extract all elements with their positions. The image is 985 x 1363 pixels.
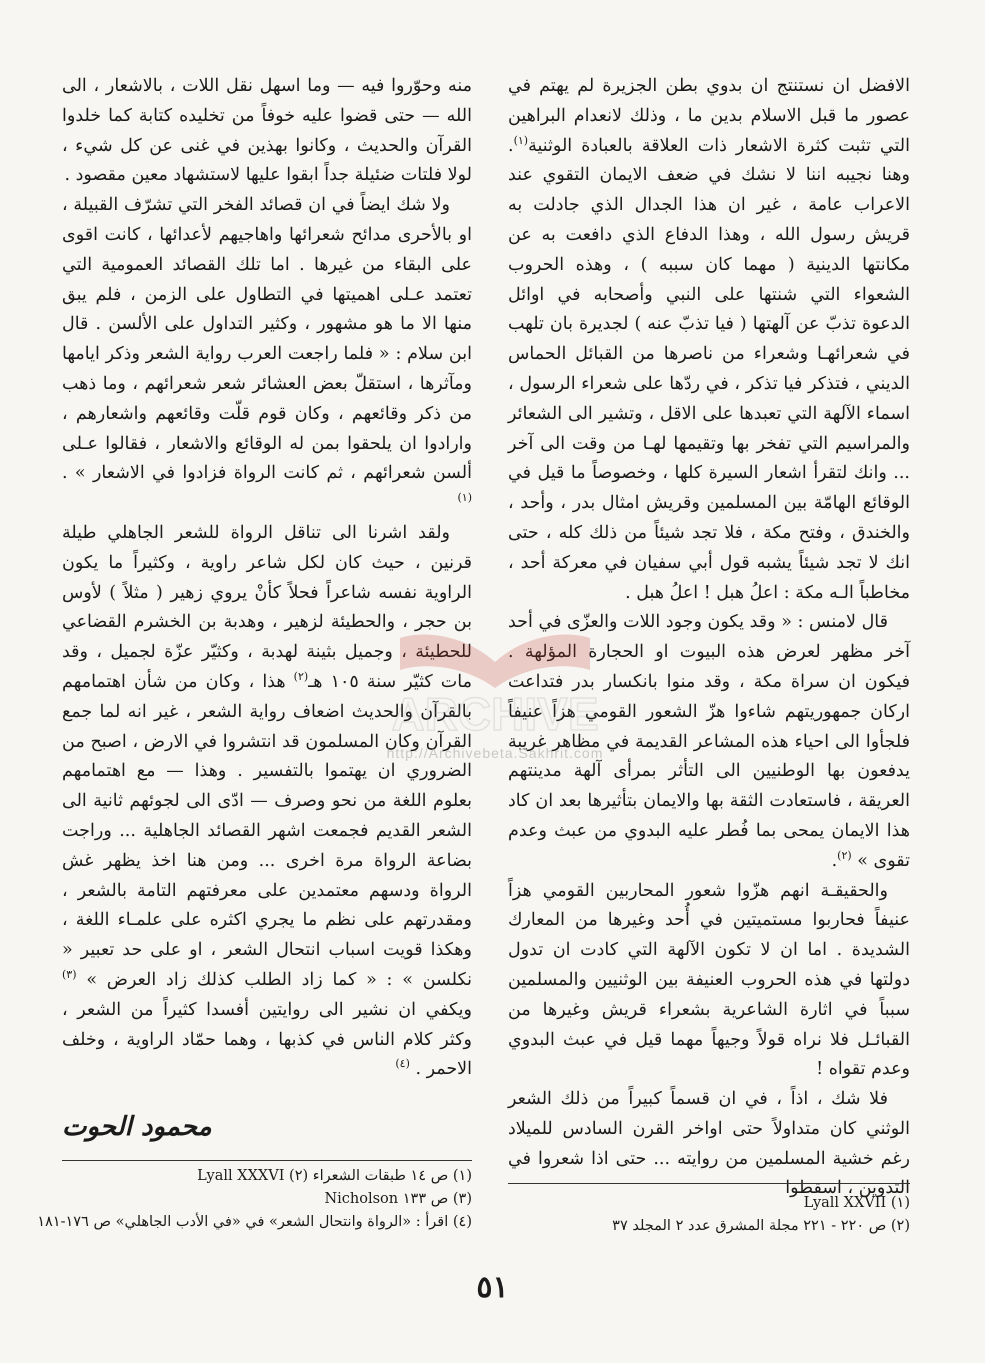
footnote: (٤) اقرأ : «الرواة وانتحال الشعر» في «في الأدب الجاهلي» ص ١٧٦-١٨١ [37,1214,472,1230]
watermark-url: http://Archivebeta.Sakhrit.com [386,745,604,761]
paragraph: الافضل ان نستنتج ان بدوي بطن الجزيرة لم يهتم في عصور ما قبل الاسلام بدين ما ، وذلك لانعدام البراهين التي تثبت كثرة الاشعار ذات العلاقة بالعبادة الوثنية$^{(١)}$. وهنا نجيبه اننا لا نشك في ضعف الايمان التقوي عند الاعراب عامة ، غير ان هذا الجدال الذي جادلت به قريش رسول الله ، وهذا الدفاع الذي دافعت به عن مكانتها الدينية ( مهما كان سببه ) ، وهذه الحروب الشعواء التي شنتها على النبي وأصحابه في اوائل الدعوة تذبّ عن آلهتها ( فيا تذبّ عنه ) لجديرة بان تلهب في شعرائهـا وشعراء من ناصرها من القبائل الحماس الديني ، فتذكر فيا تذكر ، في ردّها على شعراء الرسول ، اسماء الآلهة التي تعبدها على الاقل ، وتشير الى الشعائر والمراسيم التي تفخر بها وتقيمها لهـا من وقت الى آخر ... وانك لتقرأ اشعار السيرة كلها ، وخصوصاً ما قيل في الوقائع الهامّة بين المسلمين وقريش امثال بدر ، وأحد ، والخندق ، وفتح مكة ، فلا تجد شيئاً من ذلك كله ، حتى انك لا تجد شيئاً يشبه قول أبي سفيان في معركة أحد ، مخاطباً الـه مكة : اعلُ هبل ! اعلُ هبل . [508,76,910,603]
paragraph: قال لامنس : « وقد يكون وجود اللات والعزّى في أحد آخر مظهر لعرض هذه البيوت او الحجارة المؤلهة . فيكون ان سراة مكة ، وقد منوا بانكسار بدر فتداعت اركان جمهوريتهم شاءوا هزّ الشعور القومي هزاً عنيفاً فلجأوا الى احياء هذه المشاعر القديمة في مظاهر غريبة يدفعون بها الوطنيين الى التأثر بمرأى آلهة مدينتهم العريقة ، فاستعادت الثقة بها والايمان بتأثيرها بعد ان كاد هذا الايمان يمحى بما فُطر عليه البدوي من عبث وعدم تقوى » $^{(٢)}$. [508,612,910,871]
footnote: (٢) ص ٢٢٠ - ٢٢١ مجلة المشرق عدد ٢ المجلد ٣٧ [612,1218,910,1234]
footnote: (٣) ص ١٣٣ Nicholson [324,1191,472,1207]
page-number: ٥١ [476,1270,509,1305]
right-column [508,72,910,1204]
footnote: (١) Lyall XXVII [803,1195,910,1211]
footnotes-left [37,1165,472,1234]
paragraph: ولقد اشرنا الى تناقل الرواة للشعر الجاهلي طيلة قرنين ، حيث كان لكل شاعر راوية ، وكثيراً ما يكون الراوية نفسه شاعراً فحلاً كأنْ يروي زهير ( مثلاً ) لأوس بن حجر ، والحطيئة لزهير ، وهدبة بن الخشرم القضاعي للحطيئة ، وجميل بثينة لهدبة ، وكثيّر عزّة لجميل ، وقد مات كثيّر سنة ١٠٥ هـ$^{(٢)}$ هذا ، وكان من شأن اهتمامهم بالقرآن والحديث اضعاف رواية الشعر ، غير انه لما جمع القرآن وكان المسلمون قد انتشروا في الارض ، اصبح من الضروري ان يهتموا بالتفسير . وهذا — مع اهتمامهم بعلوم اللغة من نحو وصرف — ادّى الى لجوئهم ثانية الى الشعر القديم فجمعت اشهر القصائد الجاهلية ... وراجت بضاعة الرواة مرة اخرى ... ومن هنا اخذ يظهر غش الرواة ودسهم معتمدين على معرفتهم التامة بالشعر ، ومقدرتهم على نظم ما يجري اكثره على علمـاء اللغة ، وهكذا قويت اسباب انتحال الشعر ، او على حد تعبير « نكلسن » : « كما زاد الطلب كذلك زاد العرض » $^{(٣)}$ ويكفي ان نشير الى روايتين أفسدا كثيراً من الشعر ، وكثر كلام الناس في كذبها ، وهما حمّاد الراوية ، وخلف الاحمر . $^{(٤)}$ [62,522,472,1080]
footnote-rule-right [508,1183,910,1184]
footnote-mark: (١) [513,133,529,147]
paragraph: والحقيقـة انهم هزّوا شعور المحاربين القومي هزاً عنيفاً فحاربوا مستميتين في أُحد وغيرها من المعارك الشديدة . اما ان لا تكون الآلهة التي كادت ان تدول دولتها في هذه الحروب العنيفة بين الوثنيين والمسلمين سبباً في اثارة الشاعرية بشعراء قريش وغيرها من القبائـل فلا نراه قولاً وجيهاً مهما قيل في عبث البدوي وعدم تقواه ! [508,880,910,1080]
left-column [62,72,472,1085]
footnote-mark: (٢) [837,848,852,862]
footnote: (١) ص ١٤ طبقات الشعراء (٢) Lyall XXXVI [197,1168,472,1184]
paragraph: منه وحوّروا فيه — وما اسهل نقل اللات ، بالاشعار ، الى الله — حتى قضوا عليه خوفاً من تخليده كتابة كما خلدوا القرآن والحديث ، وكانوا بهذين في غنى عن كل شيء ، لولا فلتات ضئيلة جداً ابقوا عليها لاستشهاد معين مقصود . [62,76,472,186]
footnote-mark: (٤) [395,1057,410,1071]
footnote-mark: (٣) [62,968,77,982]
footnote-mark: (٢) [293,670,309,684]
paragraph: فلا شك ، اذاً ، في ان قسماً كبيراً من ذلك الشعر الوثني كان متداولاً حتى اواخر القرن السادس للميلاد رغم خشية المسلمين من روايته ... حتى اذا شعروا في التدوين ، اسقطوا [508,1089,910,1199]
footnote-mark: (١) [457,491,472,505]
footnote-rule-left [62,1160,472,1161]
footnotes-right [508,1192,910,1238]
author-signature: محمود الحوت [62,1112,212,1142]
paragraph: ولا شك ايضاً في ان قصائد الفخر التي تشرّف القبيلة ، او بالأحرى مدائح شعرائها واهاجيهم لأعدائها ، كانت اقوى على البقاء من غيرها . اما تلك القصائد العمومية التي تعتمد عـلى اهميتها في التطاول على الزمن ، فلم يبق منها الا ما هو مشهور ، وكثير التداول على الألسن . قال ابن سلام : « فلما راجعت العرب رواية الشعر وذكر ايامها ومآثرها ، استقلّ بعض العشائر شعر شعرائهم ، وما ذهب من ذكر وقائعهم ، وكان قوم قلّت وقائعهم واشعارهم ، وارادوا ان يلحقوا بمن له الوقائع والاشعار ، فقالوا عـلى ألسن شعرائهم ، ثم كانت الرواة فزادوا في الاشعار » . $^{(١)}$ [62,195,472,505]
watermark-text: ARCHIVE [391,688,599,740]
